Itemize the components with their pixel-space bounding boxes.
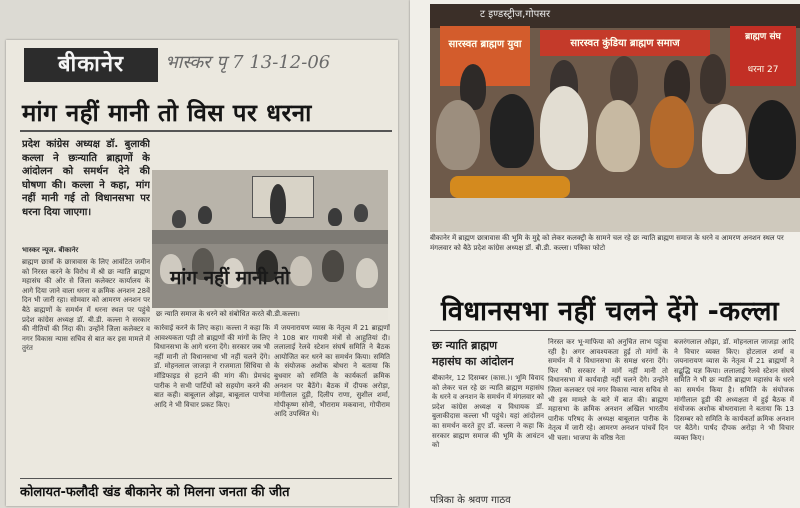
banner-center-text: सारस्वत कुंडिया ब्राह्मण समाज [570,38,680,49]
right-column-1: बीकानेर, 12 दिसम्बर (कास.)। भूमि विवाद को लेकर चल रहे छः न्याति ब्राह्मण महासंघ के धरने व अनशन के समर्थन में मंगलवार को प्रदेश कांग्रेस अध्यक्ष व विधायक डॉ. बुलाकीदास कल्ला भी पहुंचे। यहां आंदोलन का समर्थन करते हुए डॉ. कल्ला ने कहा कि सरकार ब्राह्मण समाज की भूमि के आवंटन को [432,374,544,450]
footer-divider [20,478,392,479]
headline-divider [20,130,392,132]
right-headline-line-2: विधानसभा नहीं चलने देंगे -कल्ला [440,296,780,327]
right-headline-line-1: मांग नहीं मानी तो [170,267,290,289]
right-dharna-photo [430,4,800,232]
banner-top-text: ट इण्डस्ट्रीज,गोपसर [480,9,551,20]
right-footer-text: पत्रिका के श्रवण गाठव [430,495,511,506]
right-headline-divider [430,330,796,331]
right-column-3: बजरंगलाल ओझा, डॉ. मोहनलाल जाजड़ा आदि ने विचार व्यक्त किए। होटलाल शर्मा व जयनारायण व्यास के नेतृत्व में 21 ब्राह्मणों ने सद्बुद्धि यज्ञ किया। ललालाई रेलवे स्टेशन संघर्ष समिति ने भी छः न्याति ब्राह्मण महासंघ के धरने का समर्थन किया है। समिति के संयोजक मांगीलाल डूडी की अध्यक्षता में हुई बैठक में संयोजक अशोक बोथरावाला ने बताया कि 13 दिसम्बर को समिति के कार्यकर्ता क्रमिक अनशन पर बैठेंगे। पार्षद दीपक अरोड़ा ने भी विचार व्यक्त किए। [674,338,794,442]
right-column-2: निरस्त कर भू-माफिया को अनुचित लाभ पहुंचा रही है। अगर आवश्यकता हुई तो मांगों के समर्थन में वे विधानसभा के समक्ष धरना देंगे। फिर भी सरकार ने मांगें नहीं मानी तो विधानसभा में कार्यवाही नहीं चलने देंगे। उन्होंने जिला कलक्टर एवं नगर विकास न्यास सचिव से भी इस मामले के बारे में बात की। ब्राह्मण महासभा के क्रमिक अनशन अखिल भारतीय पारीक परिषद के अध्यक्ष बाबूलाल पारीक के नेतृत्व में जारी रहे। आमरण अनशन पांचवें दिन भी चला। भाजपा के वरिष्ठ नेता [548,338,668,442]
left-byline: भास्कर न्यूज. बीकानेर [22,246,79,254]
handwritten-date-note: भास्कर पृ 7 13-12-06 [165,52,331,73]
banner-day-text: धरना 27 [747,65,779,75]
left-column-3: में जयनारायण व्यास के नेतृत्व में 21 ब्राह्मणों ने 108 बार गायत्री मंत्रों से आहुतियां दी। ललालाई रेलवे स्टेशन संघर्ष समिति ने बैठक आयोजित कर धरने का समर्थन किया। समिति के संयोजक अशोक बोथरा ने बताया कि बुधवार को समिति के कार्यकर्ता क्रमिक अनशन पर बैठेंगे। बैठक में दीपक अरोड़ा, मांगीलाल दुड़ी, दिलीप राणा, सुशील शर्मा, गोपीकृष्ण सोनी, भीराराम मकवाना, गोपीराम आदि उपस्थित थे। [274,324,390,419]
masthead-bikaner: बीकानेर [24,48,158,82]
left-headline: मांग नहीं मानी तो विस पर धरना [22,99,312,127]
banner-left-text: सारस्वत ब्राह्मण युवा [448,39,522,50]
right-photo-caption: बीकानेर में ब्राह्मण छात्रावास की भूमि के मुद्दे को लेकर कलक्ट्री के सामने चल रहे छः न्याति ब्राह्मण समाज के धरने व आमरण अनशन स्थल पर मंगलवार को बैठे प्रदेश कांग्रेस अध्यक्ष डॉ. बी.डी. कल्ला। पत्रिका फोटो [430,234,796,254]
left-column-1: ब्राह्मण छात्रों के छात्रावास के लिए आवंटित जमीन को निरस्त करने के विरोध में श्री छः न्याति ब्राह्मण महासंघ की ओर से जिला कलेक्टर कार्यालय के आगे दिया जाने वाला धरना व क्रमिक अनशन 28वें दिन भी जारी रहा। सोमवार को आमरण अनशन पर बैठे ब्राह्मणों के समर्थन में धरना स्थल पर पहुंचे प्रदेश कांग्रेस अध्यक्ष डॉ. बी.डी. कल्ला ने सरकार की नीतियों की निंदा की। उन्होंने जिला कलेक्टर व नगर विकास न्यास सचिव से बात कर इस मामले में तुरंत [22,258,150,353]
left-column-2: कार्रवाई करने के लिए कहा। कल्ला ने कहा कि आवश्यकता पड़ी तो ब्राह्मणों की मांगों के लिए विधानसभा के आगे धरना देंगे। सरकार जब भी नहीं मानी तो विधानसभा भी नहीं चलने देंगे। डॉ. मोहनलाल जाजड़ा ने राजमाता सिंधिया से मॉडिफाइड से हटाने की मांग की। प्रेमचंद पारीक ने सभी पार्टियों को सहयोग करने की बात कही। बाबूलाल ओझा, बाबूलाल पाणेचा आदि ने भी विचार प्रकट किए। [154,324,270,409]
right-subhead-2: महासंघ का आंदोलन [432,355,514,368]
left-photo-caption: छः न्याति समाज के धरने को संबोधित करते बी.डी.कल्ला। [156,310,388,320]
left-lead-paragraph: प्रदेश कांग्रेस अध्यक्ष डॉ. बुलाकी कल्ला ने छःन्याति ब्राह्मणों के आंदोलन को समर्थन देने की घोषणा की। कल्ला ने कहा, मांग नहीं मानी गई तो विधानसभा पर धरना दिया जाएगा। [22,139,150,218]
left-footer-headline: कोलायत-फलौदी खंड बीकानेर को मिलना जनता की जीत [20,485,290,500]
right-subhead-1: छः न्याति ब्राह्मण [432,339,498,352]
banner-right-text: ब्राह्मण संघ [745,32,781,42]
